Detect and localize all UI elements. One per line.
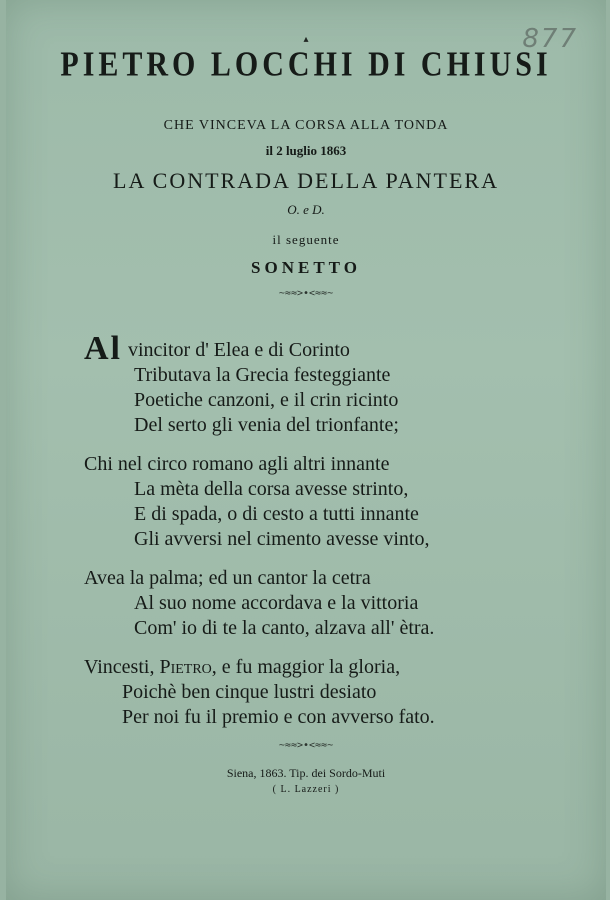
poem-line-text: , e fu maggior la gloria, [211, 656, 401, 678]
ornamental-divider: ~≈≈>•<≈≈~ [278, 288, 334, 299]
poem-line-text: vincitor d' Elea e di Corinto [128, 339, 350, 361]
footer-divider: ~≈≈>•<≈≈~ [278, 740, 334, 751]
name-pietro: Pietro [159, 656, 212, 678]
sonnet-body [84, 330, 564, 744]
stanza-4 [84, 655, 564, 730]
printer-name: ( L. Lazzeri ) [272, 784, 340, 795]
date-line: il 2 luglio 1863 [265, 143, 347, 158]
sonnet-heading: SONETTO [251, 258, 361, 277]
subtitle: CHE VINCEVA LA CORSA ALLA TONDA [163, 118, 449, 133]
poem-line [84, 330, 564, 367]
poem-line: Del serto gli venia del trionfante; [134, 414, 399, 436]
poem-line: E di spada, o di cesto a tutti innante [134, 503, 419, 525]
top-ornament-icon: ▴ [303, 34, 309, 45]
poem-line: Per noi fu il premio e con avverso fato. [122, 706, 435, 728]
intro-line: il seguente [272, 232, 340, 247]
poem-line-text: Vincesti, [84, 656, 155, 678]
poem-line: Avea la palma; ed un cantor la cetra [84, 567, 371, 589]
poem-line [84, 655, 564, 680]
initials-line: O. e D. [287, 202, 325, 217]
archive-number: 877 [522, 24, 578, 54]
poem-line: Al suo nome accordava e la vittoria [134, 592, 419, 614]
poem-line: Tributava la Grecia festeggiante [134, 364, 391, 386]
stanza-3 [84, 566, 564, 641]
contrada-line: LA CONTRADA DELLA PANTERA [113, 168, 499, 193]
poem-line: Poetiche canzoni, e il crin ricinto [134, 389, 399, 411]
poem-line: Poichè ben cinque lustri desiato [122, 681, 377, 703]
stanza-1 [84, 330, 564, 438]
broadside-sheet [6, 0, 606, 900]
stanza-2 [84, 452, 564, 552]
imprint-line: Siena, 1863. Tip. dei Sordo-Muti [226, 766, 386, 780]
poem-line: Com' io di te la canto, alzava all' ètra. [134, 617, 435, 639]
drop-cap: Al [84, 330, 122, 367]
poem-line: Chi nel circo romano agli altri innante [84, 453, 390, 475]
page-title: PIETRO LOCCHI DI CHIUSI [60, 45, 552, 84]
poem-line: La mèta della corsa avesse strinto, [134, 478, 409, 500]
poem-line: Gli avversi nel cimento avesse vinto, [134, 528, 430, 550]
